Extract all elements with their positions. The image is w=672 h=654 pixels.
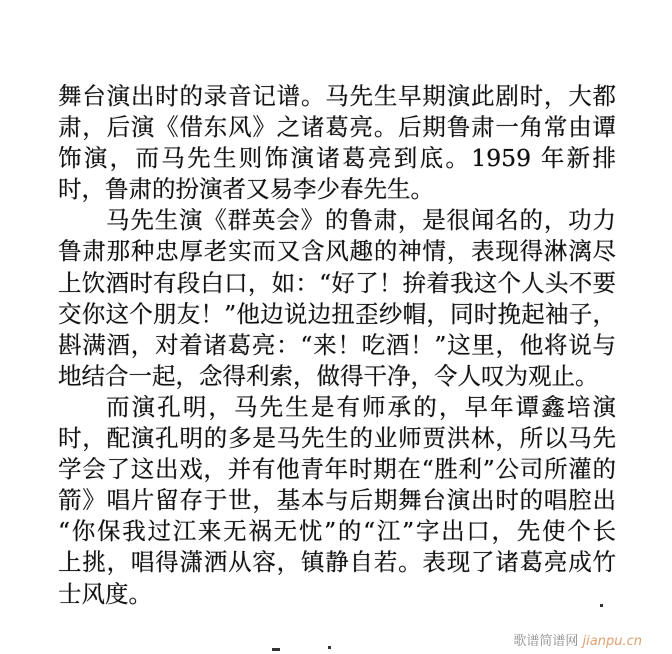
watermark-name: 歌谱简谱网 bbox=[513, 634, 579, 649]
scan-speck bbox=[272, 648, 280, 651]
document-body bbox=[58, 81, 616, 610]
text-line: “你保我过江来无祸无忧”的“江”字出口，先使个长 bbox=[58, 517, 616, 546]
watermark-domain: jianpu.cn bbox=[582, 634, 642, 649]
text-line: 而演孔明，马先生是有师承的，早年谭鑫培演 bbox=[106, 392, 616, 421]
text-line: 学会了这出戏，并有他青年时期在“胜利”公司所灌的 bbox=[58, 455, 616, 484]
text-line: 鲁肃那种忠厚老实而又含风趣的神情，表现得淋漓尽 bbox=[58, 237, 616, 266]
text-line: 箭》唱片留存于世，基本与后期舞台演出时的唱腔出 bbox=[58, 486, 616, 515]
text-line: 舞台演出时的录音记谱。马先生早期演此剧时，大都 bbox=[58, 82, 616, 110]
watermark bbox=[513, 630, 642, 649]
text-line: 上挑，唱得潇洒从容，镇静自若。表现了诸葛亮成竹 bbox=[58, 548, 616, 577]
text-line: 斟满酒，对着诸葛亮：“来！吃酒！”这里，他将说与 bbox=[58, 330, 616, 359]
text-line: 地结合一起，念得利索，做得干净，令人叹为观止。 bbox=[58, 361, 599, 390]
text-line: 马先生演《群英会》的鲁肃，是很闻名的，功力 bbox=[106, 206, 616, 235]
text-line: 时，鲁肃的扮演者又易李少春先生。 bbox=[58, 175, 434, 204]
text-line: 上饮酒时有段白口，如：“好了！拚着我这个人头不要 bbox=[58, 268, 616, 297]
text-line: 肃，后演《借东风》之诸葛亮。后期鲁肃一角常由谭 bbox=[58, 113, 616, 142]
text-line: 时，配演孔明的多是马先生的业师贾洪林，所以马先 bbox=[58, 424, 616, 453]
text-line: 交你这个朋友！”他边说边扭歪纱帽，同时挽起袖子， bbox=[58, 299, 616, 328]
text-line: 士风度。 bbox=[58, 579, 152, 608]
scan-speck bbox=[328, 646, 331, 649]
scan-speck bbox=[600, 604, 603, 607]
text-line: 饰演，而马先生则饰演诸葛亮到底。1959 年新排 bbox=[58, 144, 616, 173]
